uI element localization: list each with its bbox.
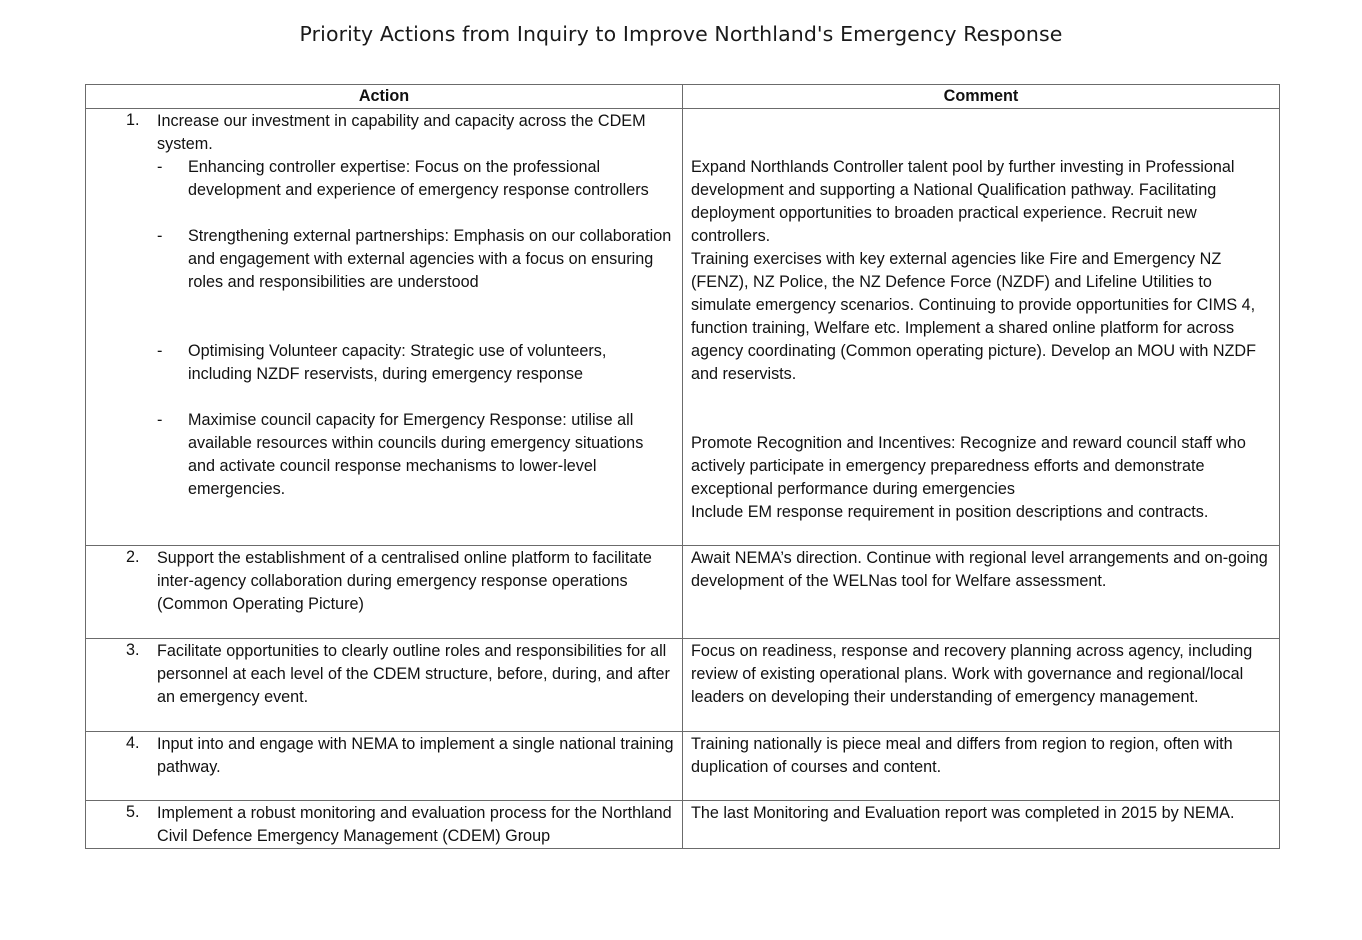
list-item <box>157 409 674 501</box>
list-item <box>157 340 674 386</box>
comment-cell <box>683 732 1280 801</box>
action-text: Facilitate opportunities to clearly outline roles and responsibilities for all personnel at each level of the CDEM structure, before, during, and after an emergency event. <box>157 642 670 706</box>
comment-text: Focus on readiness, response and recovery planning across agency, including review of existing operational plans. Work with governance and regional/local leaders on developing their understanding of emergency management. <box>691 642 1253 706</box>
column-header-action: Action <box>86 85 683 109</box>
comment-cell <box>683 546 1280 639</box>
comment-text: The last Monitoring and Evaluation report was completed in 2015 by NEMA. <box>691 804 1235 822</box>
table-row <box>86 801 1280 849</box>
dash-marker: - <box>157 342 163 360</box>
comment-text: Expand Northlands Controller talent pool by further investing in Professional development and supporting a National Qualification pathway. Facilitating deployment opportunities to broaden practical experience. Recruit new controllers. <box>691 158 1235 245</box>
table-row <box>86 546 1280 639</box>
list-item <box>157 225 674 294</box>
dash-marker: - <box>157 411 163 429</box>
table-row <box>86 732 1280 801</box>
row-number: 4. <box>126 734 140 752</box>
list-item <box>157 156 674 202</box>
action-cell <box>86 639 683 732</box>
row-number: 3. <box>126 641 140 659</box>
page-title: Priority Actions from Inquiry to Improve Northland's Emergency Response <box>299 22 1063 46</box>
dash-marker: - <box>157 227 163 245</box>
comment-cell <box>683 801 1280 849</box>
table-row <box>86 639 1280 732</box>
action-text: Input into and engage with NEMA to implement a single national training pathway. <box>157 735 674 776</box>
priority-actions-table <box>85 84 1280 849</box>
comment-text: Promote Recognition and Incentives: Recognize and reward council staff who actively participate in emergency preparedness efforts and demonstrate exceptional performance during emergencies <box>691 434 1246 498</box>
comment-cell <box>683 639 1280 732</box>
subitem-text: Enhancing controller expertise: Focus on the professional development and experience of emergency response controllers <box>188 158 649 199</box>
comment-cell <box>683 109 1280 546</box>
row-number: 2. <box>126 548 140 566</box>
action-cell <box>86 732 683 801</box>
table-row <box>86 109 1280 546</box>
subitem-text: Optimising Volunteer capacity: Strategic use of volunteers, including NZDF reservists, during emergency response <box>188 342 607 383</box>
action-text: Implement a robust monitoring and evaluation process for the Northland Civil Defence Emergency Management (CDEM) Group <box>157 804 672 845</box>
comment-text: Await NEMA’s direction. Continue with regional level arrangements and on-going development of the WELNas tool for Welfare assessment. <box>691 549 1268 590</box>
comment-text: Include EM response requirement in position descriptions and contracts. <box>691 503 1209 521</box>
row-number: 1. <box>126 111 140 129</box>
action-cell <box>86 546 683 639</box>
row-number: 5. <box>126 803 140 821</box>
comment-text: Training nationally is piece meal and differs from region to region, often with duplication of courses and content. <box>691 735 1233 776</box>
action-cell <box>86 109 683 546</box>
dash-marker: - <box>157 158 163 176</box>
action-text: Support the establishment of a centralised online platform to facilitate inter-agency collaboration during emergency response operations (Common Operating Picture) <box>157 549 652 613</box>
column-header-comment: Comment <box>683 85 1280 109</box>
subitem-text: Strengthening external partnerships: Emphasis on our collaboration and engagement with external agencies with a focus on ensuring roles and responsibilities are understood <box>188 227 672 291</box>
action-cell <box>86 801 683 849</box>
comment-text: Training exercises with key external agencies like Fire and Emergency NZ (FENZ), NZ Police, the NZ Defence Force (NZDF) and Lifeline Utilities to simulate emergency scenarios. Continuing to provide opportunities for CIMS 4, function training, Welfare etc. Implement a shared online platform for across agency coordinating (Common operating picture). Develop an MOU with NZDF and reservists. <box>691 250 1257 383</box>
table-header-row <box>86 85 1280 109</box>
subitem-text: Maximise council capacity for Emergency Response: utilise all available resources within councils during emergency situations and activate council response mechanisms to lower-level emergencies. <box>188 411 644 498</box>
action-text: Increase our investment in capability and capacity across the CDEM system. <box>157 112 646 153</box>
